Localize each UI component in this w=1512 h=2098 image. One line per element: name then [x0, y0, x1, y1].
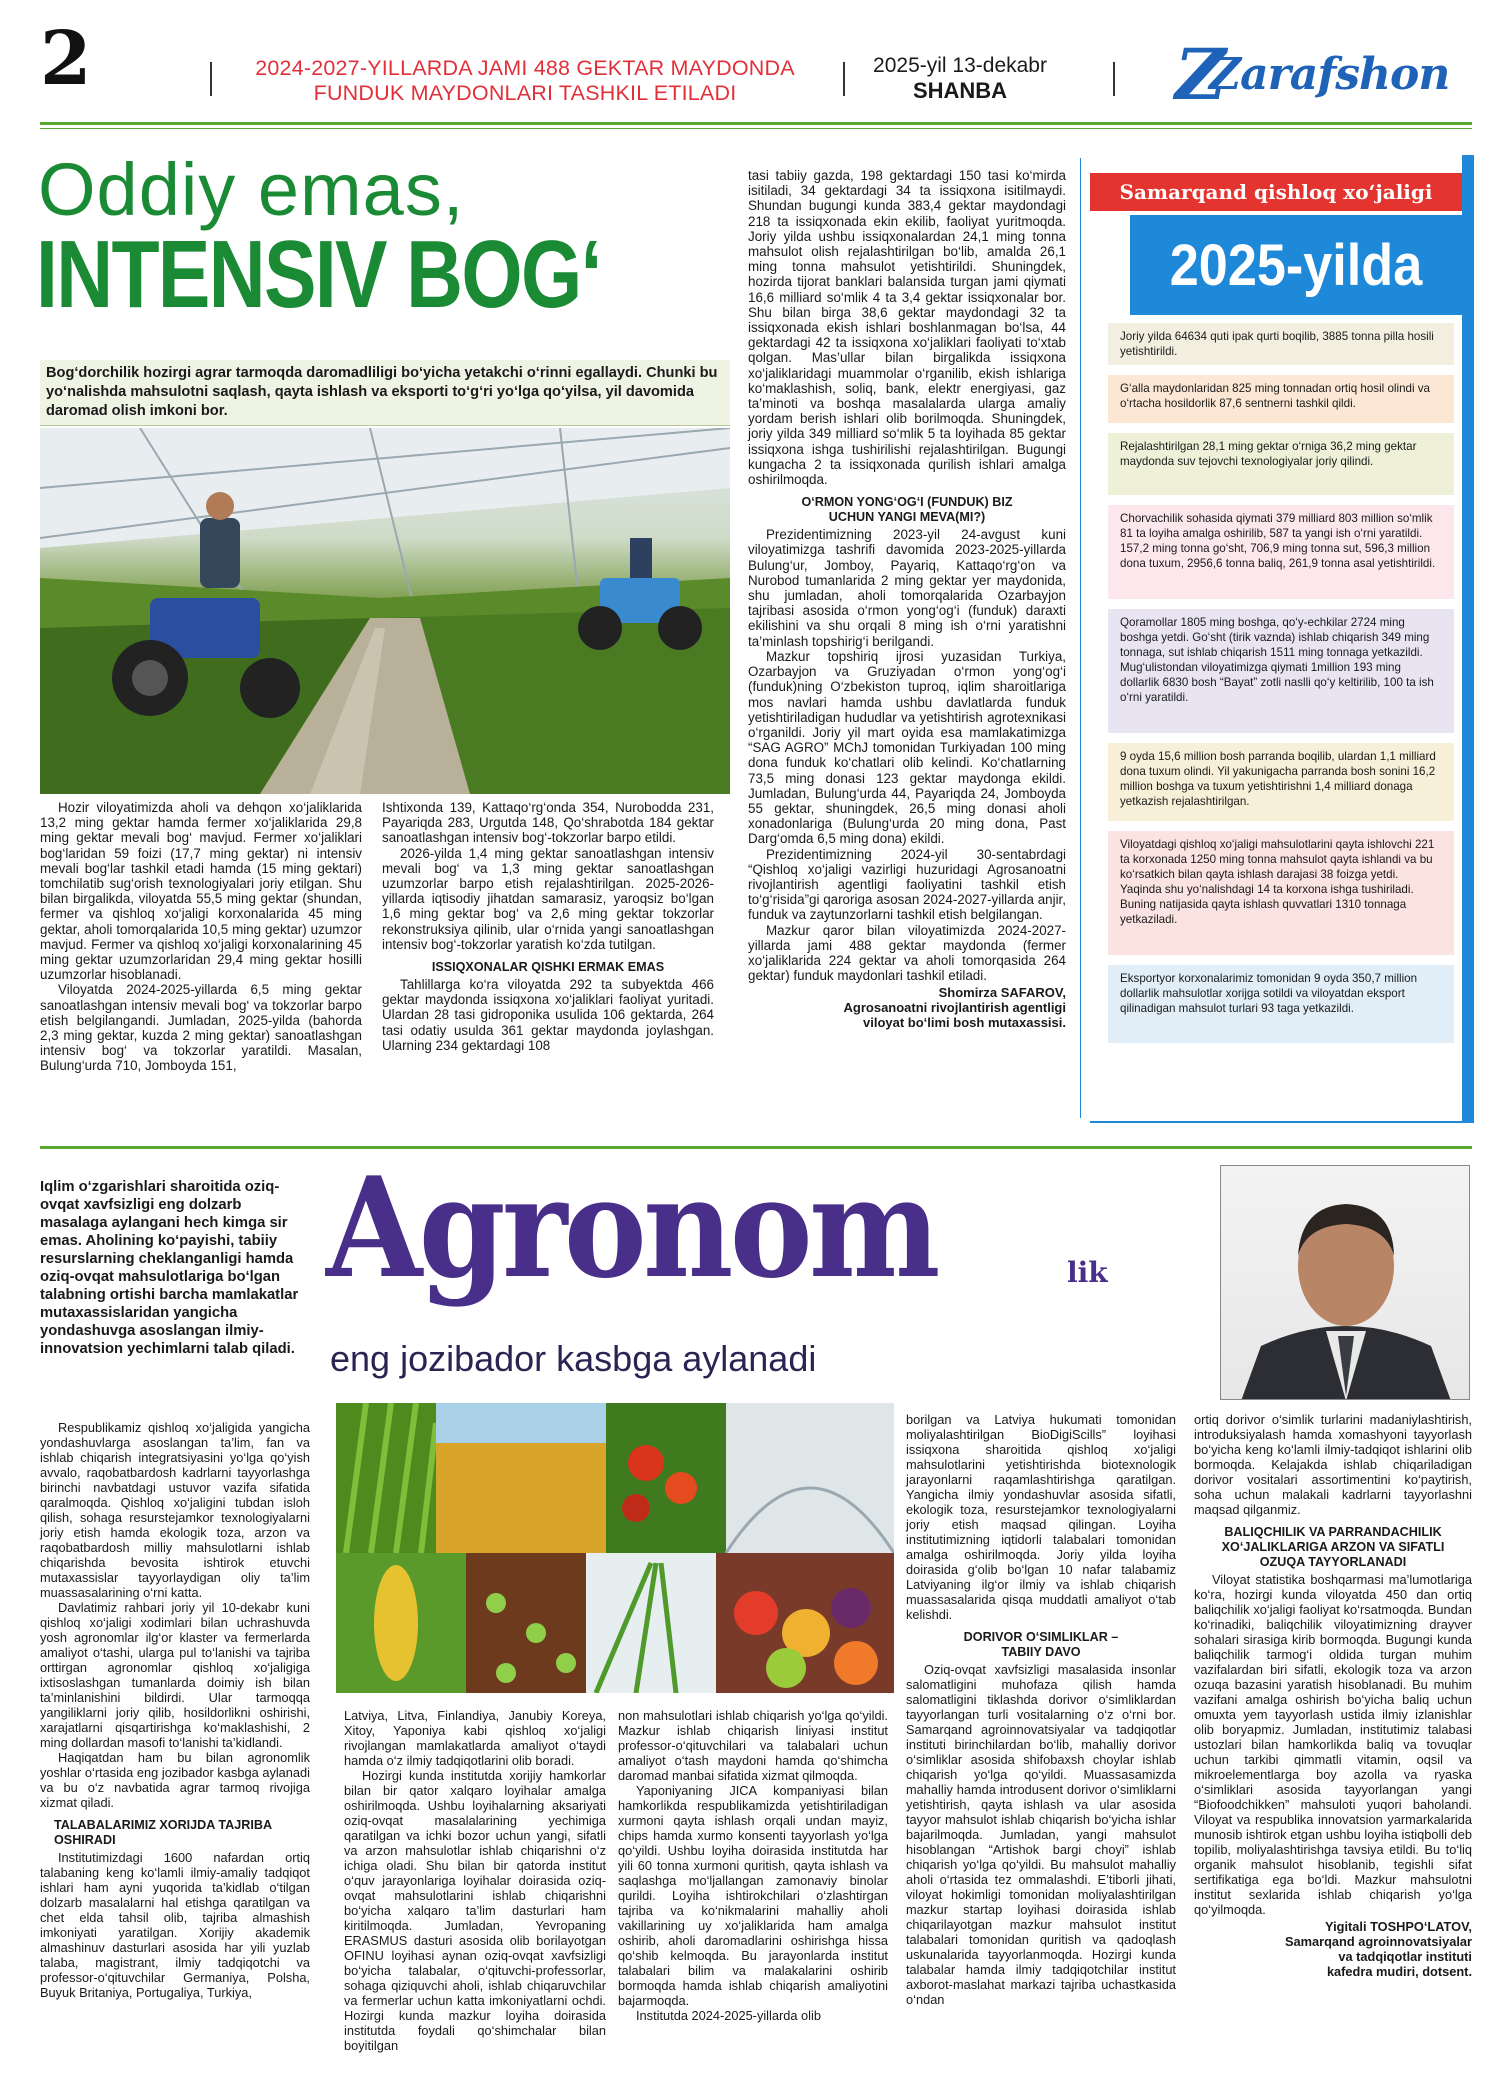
article-lead: Bog‘dorchilik hozirgi agrar tarmoqda daromadliligi bo‘yicha yetakchi o‘rinni egallaydi. Chunki bu yo‘nalishda mahsulotni saqlash, qayta ishlash va eksporti to‘g‘ri yo‘lga qo‘yilsa, yil davomida daromad olish imkoni bor.: [40, 360, 730, 426]
article2-title: Agronom: [326, 1146, 937, 1309]
article1-col2: [382, 800, 714, 1053]
paragraph: ortiq dorivor o‘simlik turlarini madaniylashtirish, introduksiyalash hamda xomashyoni tayyorlash bo‘yicha keng ko‘lamli ilmiy-tadqiqot ishlarini olib bormoqda. Kelajakda ishlab chiqariladigan dorivor vositalari assortimentini ko‘paytirish, soha uchun malakali kadrlarni tayyorlashni maqsad qilganmiz.: [1194, 1412, 1472, 1517]
subheading: TALABALARIMIZ XORIJDA TAJRIBA OSHIRADI: [54, 1818, 272, 1847]
subheading: DORIVOR O‘SIMLIKLAR – TABIIY DAVO: [963, 1630, 1119, 1659]
paragraph: Oziq-ovqat xavfsizligi masalasida insonlar salomatligini muhofaza qilish hamda salomatligini tiklashda dorivor o‘simliklardan tayyorlangan turli vositalarning o‘z o‘rni bor. Samarqand agroinnovatsiyalar va tadqiqotlar instituti birinchilardan bo‘lib, mahalliy dorivor o‘simliklar asosida shifobaxsh choylar ishlab chiqarish yo‘lga qo‘yildi. Muassasamizda mahalliy hamda introdusent dorivor o‘simliklarni yetishtirish, qayta ishlash va ular asosida tayyor mahsulot ishlab chiqarish bo‘yicha ishlar bajarilmoqda. Jumladan, yangi mahsulot hisoblangan “Artishok bargi choyi” ishlab chiqarish yo‘lga qo‘yildi. Bu mahsulot mahalliy aholi o‘rtasida tez ommalashdi. E’tiborli jihati, viloyat hokimligi tomonidan moliyalashtirilgan mazkur startap loyihasi doirasida ishlab chiqarilayotgan mazkur mahsulot institut talabalari tomonidan quritish va qadoqlash uskunalarida tayyorlanmoqda. Hozirgi kunda talabalar hamda ilmiy tadqiqotchilar institut axborot-maslahat markazi tajriba uchastkasida o‘ndan: [906, 1662, 1176, 2007]
portrait-illustration: [1221, 1166, 1470, 1400]
paragraph: borilgan va Latviya hukumati tomonidan moliyalashtirilgan BioDigiScills” loyihasi issiqxona sharoitida qishloq xo‘jaligi mahsulotlarini yetishtirishda biotexnologik jarayonlarni raqamlashtirishga qaratilgan. Yangicha ilmiy yondashuvlar asosida sifatli, ekologik toza, resurstejamkor texnologiyalarni joriy etish maqsad qilingan. Loyiha institutimizning iqtidorli talabalari tomonidan amalga oshirilmoqda. Joriy yilda loyiha doirasida g‘olib bo‘lgan 10 nafar talabamiz Latviyaning ilg‘or ilmiy va ishlab chiqarish muassasalarida qisqa muddatli amaliyot o‘tab kelishdi.: [906, 1412, 1176, 1622]
fact-box: G‘alla maydonlaridan 825 ming tonnadan ortiq hosil olindi va o‘rtacha hosildorlik 87,6 sentnerni tashkil qildi.: [1108, 375, 1454, 423]
sidebar-banner: Samarqand qishloq xo‘jaligi: [1090, 173, 1462, 211]
author-title: kafedra mudiri, dotsent.: [1326, 1964, 1472, 1979]
author-signature: [748, 985, 1066, 1030]
article-title-line1: Oddiy emas,: [38, 148, 465, 231]
paragraph: Mazkur topshiriq ijrosi yuzasidan Turkiya, Ozarbayjon va Gruziyadan o‘rmon yong‘og‘i (funduk)ning O‘zbekiston tuproq, iqlim sharoitlariga mos navlari hamda ushbu davlatlarda funduk yetishtiriladigan hududlar va yetishtirish agrotexnikasi o‘rganildi. Joriy yil mart oyida esa mamlakatimizga “SAG AGRO” MChJ tomonidan Turkiyadan 100 ming dona funduk ko‘chatlari olib kelindi. Ko‘chatlarning 73,5 ming donasi 123 gektar maydonga ekildi. Jumladan, Bulung‘urda 44, Payariqda 24, Jomboyda 55 gektar, shuningdek, 26,5 ming donasi aholi xonadonlariga (Bulung‘urda 20 ming dona, Past Darg‘omda 6,5 ming dona) ekildi.: [748, 648, 1066, 847]
author-signature: [1194, 1919, 1472, 1979]
paragraph: Yaponiyaning JICA kompaniyasi bilan hamkorlikda respublikamizda yetishtiriladigan xurmoni qayta ishlash orqali undan mayiz, chips hamda xurmo konsenti tayyorlash yo‘lga qo‘yildi. Ushbu loyiha doirasida institutda har yili 60 tonna xurmoni quritish, qayta ishlash va saqlashga mo‘ljallangan zamonaviy binolar qurildi. Loyiha ishtirokchilari o‘zlashtirgan tajriba va ko‘nikmalarini mahalliy aholi vakillarining uy xo‘jaliklarida ham amalga oshirib, aholi daromadlarini oshirishga hissa qo‘shib kelmoqda. Bu jarayonlarda institut talabalari bilim va malakalarini oshirib bormoqda hamda ishlab chiqarish amaliyotini bajarmoqda.: [618, 1783, 888, 2008]
author-name: Yigitali TOSHPO‘LATOV,: [1325, 1919, 1472, 1934]
header-headline-line1: 2024-2027-YILLARDA JAMI 488 GEKTAR MAYDONDA: [255, 56, 795, 80]
header-divider: [210, 62, 212, 96]
logo-z-mark: Z: [1175, 33, 1227, 116]
article2-col5: [1194, 1412, 1472, 1979]
logo-text: Zarafshon: [1209, 49, 1450, 100]
article1-col1: [40, 800, 362, 1074]
header-divider: [843, 62, 845, 96]
sidebar-year: 2025-yilda: [1169, 233, 1423, 298]
header-headline-line2: FUNDUK MAYDONLARI TASHKIL ETILADI: [313, 81, 737, 105]
paragraph: Davlatimiz rahbari joriy yil 10-dekabr kuni qishloq xo‘jaligi xodimlari bilan uchrashuvda yosh agronomlar ilg‘or klaster va fermerlarda amaliyot o‘tashi, ularga pul to‘lanishi va tajriba orttirgan agronomlar qishloq xo‘jaligiga ixtisoslashgan tumanlarda doimiy ish bilan ta’minlanishini bildirdi. Ular tarmoqqa yangiliklarni joriy qilib, hosildorlikni oshirishi, xarajatlarni qisqartirishga ko‘maklashishi, 2 ming dollardan masofi to‘lanishi ta’kidlandi.: [40, 1600, 310, 1750]
fact-box: Joriy yilda 64634 quti ipak qurti boqilib, 3885 tonna pilla hosili yetishtirildi.: [1108, 323, 1454, 365]
fact-box: Eksportyor korxonalarimiz tomonidan 9 oyda 350,7 million dollarlik mahsulotlar xorijga sotildi va viloyatdan eksport qilinadigan mahsulot turlari 93 taga yetkazildi.: [1108, 965, 1454, 1043]
crops-collage: [336, 1403, 894, 1693]
fact-box: Chorvachilik sohasida qiymati 379 milliard 803 million so‘mlik 81 ta loyiha amalga oshirilib, 587 ta yangi ish o‘rni yaratildi. 157,2 ming tonna go‘sht, 706,9 ming tonna sut, 596,3 million dona tuxum, 2956,6 tonna baliq, 261,9 tonna asal yetishtirildi.: [1108, 505, 1454, 599]
paragraph: Respublikamiz qishloq xo‘jaligida yangicha yondashuvlarga asoslangan ta’lim, fan va ishlab chiqarish integratsiyasini yo‘lga qo‘yish avvalo, raqobatbardosh kadrlarni tayyorlashga birinchi navbatdagi ustuvor vazifa sifatida qaralmoqda. Qishloq xo‘jaligini tubdan isloh qilish, sohaga resurstejamkor texnologiyalarni joriy etish hamda ekologik toza, arzon va raqobatbardosh milliy mahsulotlarni ishlab chiqarishda bevosita ishtirok etuvchi mutaxassislar tayyorlaydigan oliy ta’lim muassasalarining o‘rni katta.: [40, 1420, 310, 1600]
orchard-illustration: [40, 428, 730, 794]
paragraph: Prezidentimizning 2024-yil 30-sentabrdagi “Qishloq xo‘jaligi vazirligi huzuridagi Agrosanoatni rivojlantirish agentligi faoliyatini tashkil etish to‘g‘risida”gi qaroriga asosan 2024-2027-yillarda anjir, funduk va zaytunzorlarni tashkil etish belgilangan.: [748, 846, 1066, 923]
subheading: BALIQCHILIK VA PARRANDACHILIK XO‘JALIKLARIGA ARZON VA SIFATLI OZUQA TAYYORLANADI: [1221, 1525, 1445, 1569]
fact-box: Rejalashtirilgan 28,1 ming gektar o‘rniga 36,2 ming gektar maydonda suv tejovchi texnologiyalar joriy qilindi.: [1108, 433, 1454, 495]
article-title-line2: INTENSIV BOG‘: [36, 221, 601, 328]
article2-title-suffix: lik: [1067, 1256, 1108, 1289]
paragraph: Hozirgi kunda institutda xorijiy hamkorlar bilan bir qator xalqaro loyihalar amalga oshirilmoqda. Ushbu loyihalarning aksariyati oziq-ovqat masalalarining yechimiga qaratilgan va ichki bozor uchun yangi, sifatli va arzon mahsulotlar ishlab chiqarishni o‘z ichiga oladi. Shu bilan bir qatorda institut o‘quv jarayonlariga loyihalar doirasida oziq-ovqat mahsulotlarini ishlab chiqarishni bo‘yicha xalqaro ta’lim dasturlari ham kiritilmoqda. Jumladan, Yevropaning ERASMUS dasturi asosida olib borilayotgan OFINU loyihasi aynan oziq-ovqat xavfsizligi bo‘yicha talabalar, o‘qituvchi-professorlar, sohaga qiziquvchi aholi, ishlab chiqaruvchilar va fermerlar uchun katta imkoniyatlarni ochdi. Hozirgi kunda mazkur loyiha doirasida institutda foydali qo‘shimchalar bilan boyitilgan: [344, 1768, 606, 2053]
author-title: viloyat bo‘limi bosh mutaxassisi.: [862, 1015, 1066, 1031]
weekday-text: SHANBA: [912, 78, 1008, 103]
paragraph: Prezidentimizning 2023-yil 24-avgust kuni viloyatimizga tashrifi davomida 2023-2025-yillarda Bulung‘ur, Jomboy, Payariq, Kattaqo‘rg‘on va Nurobod tumanlarida 2 ming gektar yer maydonida, shu jumladan, aholi tomorqalarida Ozarbayjon tajribasi asosida o‘rmon yong‘og‘i (funduk) daraxti ekilishini va shu orqali 8 ming ish o‘rni yaratishni ta’minlash topshirig‘i berilgandi.: [748, 527, 1066, 649]
newspaper-logo: [1175, 33, 1485, 116]
paragraph: Haqiqatdan ham bu bilan agronomlik yoshlar o‘rtasida eng jozibador kasbga aylanadi va bu o‘z navbatida agrar tarmoq rivojiga xizmat qiladi.: [40, 1750, 310, 1810]
paragraph: non mahsulotlari ishlab chiqarish yo‘lga qo‘yildi. Mazkur ishlab chiqarish liniyasi institut professor-o‘qituvchilari va talabalari uchun amaliyot o‘tash maydoni hamda qo‘shimcha daromad manbai sifatida xizmat qilmoqda.: [618, 1708, 888, 1783]
issue-date: [855, 54, 1065, 104]
fact-box: 9 oyda 15,6 million bosh parranda boqilib, ulardan 1,1 milliard dona tuxum olindi. Yil yakunigacha parranda bosh sonini 16,2 million boshga va tuxum yetishtirishni 1,4 milliard donaga yetkazish rejalashtirilgan.: [1108, 743, 1454, 821]
sidebar-facts: [1108, 323, 1454, 1043]
header-rule-thin: [40, 128, 1472, 129]
paragraph: Latviya, Litva, Finlandiya, Janubiy Koreya, Xitoy, Yaponiya kabi qishloq xo‘jaligi rivojlangan mamlakatlarda amaliyot o‘taydi hamda o‘z ilmiy tadqiqotlarini olib boradi.: [344, 1708, 606, 1768]
orchard-photo: [40, 428, 730, 794]
sidebar-rule: [1080, 158, 1081, 1118]
author-title: Samarqand agroinnovatsiyalar: [1284, 1934, 1472, 1949]
subheading: O‘RMON YONG‘OG‘I (FUNDUK) BIZ UCHUN YANGI MEVA(MI?): [801, 495, 1013, 525]
fact-box: Viloyatdagi qishloq xo‘jaligi mahsulotlarini qayta ishlovchi 221 ta korxonada 1250 ming tonna mahsulot qayta ishlandi va bu ko‘rsatkich bilan qayta ishlash darajasi 38 foizga yetdi. Yaqinda shu yo‘nalishdagi 14 ta korxona ishga tushiriladi. Buning natijasida qayta ishlash quvvatlari 1310 tonnaga yetkaziladi.: [1108, 831, 1454, 955]
author-title: va tadqiqotlar instituti: [1338, 1949, 1472, 1964]
paragraph: 2026-yilda 1,4 ming gektar sanoatlashgan intensiv mevali bog‘ va 1,3 ming gektar sanoatlashgan uzumzorlar barpo etish rejalashtirilgan. 2025-2026-yillarda iqtisodiy jihatdan samarasiz, yaroqsiz bo‘lgan 1,6 ming gektar bog‘ va 2,6 ming gektar tokzorlar rekonstruksiya qilinib, ular o‘rnida yangi sanoatlashgan intensiv bog‘-tokzorlar yaratish ko‘zda tutilgan.: [382, 845, 714, 952]
author-title: Agrosanoatni rivojlantirish agentligi: [843, 1000, 1066, 1016]
article2-col1: [40, 1420, 310, 2000]
article2-col4: [906, 1412, 1176, 2007]
paragraph: Institutda 2024-2025-yillarda olib: [636, 2008, 821, 2023]
author-name: Shomirza SAFAROV,: [938, 985, 1066, 1001]
date-text: 2025-yil 13-dekabr: [873, 54, 1047, 77]
article2-col3: [618, 1708, 888, 2023]
subheading: ISSIQXONALAR QISHKI ERMAK EMAS: [431, 960, 665, 975]
article1-col3: [748, 168, 1066, 1030]
header-rule: [40, 122, 1472, 125]
header-divider: [1113, 62, 1115, 96]
paragraph: Viloyatda 2024-2025-yillarda 6,5 ming gektar sanoatlashgan intensiv mevali bog‘ va tokzorlar barpo etish belgilangandi. Jumladan, 2025-yilda (bahorda 2,3 ming gektar, kuzda 2 ming gektar) sanoatlashgan intensiv bog‘ va tokzorlar yaratildi. Masalan, Bulung‘urda 710, Jomboyda 151,: [40, 982, 362, 1074]
paragraph: Mazkur qaror bilan viloyatimizda 2024-2027-yillarda jami 488 gektar maydonda (fermer xo‘jaliklarida 224 gektar va aholi tomorqasida 264 gektar) funduk maydonlari tashkil etiladi.: [748, 922, 1066, 984]
article2-col2: [344, 1708, 606, 2053]
fact-box: Qoramollar 1805 ming boshga, qo‘y-echkilar 2724 ming boshga yetdi. Go‘sht (tirik vaznda) ishlab chiqarish 349 ming tonnaga, sut ishlab chiqarish 1511 ming tonnaga yetkazildi. Mug‘ulistondan viloyatimizga qiymati 1million 193 ming dollarlik 6830 bosh “Bayat” zotli naslli qo‘y keltirilib, 100 ta ish o‘rni yaratildi.: [1108, 609, 1454, 733]
paragraph: Institutimizdagi 1600 nafardan ortiq talabaning keng ko‘lamli ilmiy-amaliy tadqiqot ishlari ham ayni yuqorida ta’kidlab o‘tilgan dolzarb masalalarni hal etishga qaratilgan va chet elda tahsil olib, tajriba almashish imkoniyati yaratilgan. Xorijiy akademik almashinuv dasturlari asosida har yili yuzlab talaba, magistrant, ilmiy tadqiqotchi va professor-o‘qituvchilar Germaniya, Polsha, Buyuk Britaniya, Portugaliya, Turkiya,: [40, 1850, 310, 2000]
header-headline: [220, 56, 830, 106]
paragraph: Hozir viloyatimizda aholi va dehqon xo‘jaliklarida 13,2 ming gektar hamda fermer xo‘jaliklarida 29,8 ming gektar mevali bog‘ mavjud. Fermer xo‘jaliklari bog‘laridan 59 foizi (17,7 ming gektar) ni intensiv mevali bog‘lar tashkil etadi hamda (15 ming gektari) tomchilatib sug‘orish texnologiyalari joriy etilgan. Shu bilan birgalikda, viloyatda 55,5 ming gektar (shundan, fermer va qishloq xo‘jaligi korxonalarida 45 ming gektar, aholi tomorqalarida 10,5 ming gektar) uzumzor mavjud. Fermer va qishloq xo‘jaligi korxonalarining 45 ming gektar uzumzorlaridan 29,4 ming gektar hosilli uzumzorlar hisoblanadi.: [40, 800, 362, 983]
article2-intro: Iqlim o‘zgarishlari sharoitida oziq-ovqat xavfsizligi eng dolzarb masalaga aylangani hech kimga sir emas. Aholining ko‘payishi, tabiiy resurslarning cheklanganligi hamda oziq-ovqat mahsulotlariga bo‘lgan talabning ortishi barcha mamlakatlar mutaxassislaridan yangicha yondashuvga asoslangan ilmiy-innovatsion yechimlarni talab qiladi.: [40, 1179, 299, 1357]
sidebar-panel: [1090, 155, 1474, 1123]
paragraph: Ishtixonda 139, Kattaqo‘rg‘onda 354, Nurobodda 231, Payariqda 283, Urgutda 148, Qo‘shrabotda 184 gektar sanoatlashgan intensiv bog‘-tokzorlar barpo etildi.: [382, 800, 714, 846]
author-photo: [1220, 1165, 1470, 1400]
page-number: 2: [40, 16, 92, 102]
crops-illustration: [336, 1403, 894, 1693]
paragraph: Tahlillarga ko‘ra viloyatda 292 ta subyektda 466 gektar maydonda issiqxona xo‘jaliklari faoliyat yuritadi. Ulardan 28 tasi gidroponika usulida 106 gektarda, 264 tasi odatiy usulda 361 gektar maydonda joylashgan. Ularning 234 gektardagi 108: [382, 977, 714, 1053]
paragraph: Viloyat statistika boshqarmasi ma’lumotlariga ko‘ra, hozirgi kunda viloyatda 450 dan ortiq baliqchilik xo‘jaligi faoliyat ko‘rsatmoqda. Bundan ko‘rinadiki, baliqchilik viloyatimizning drayver sohalari sirasiga kirib bormoqda. Bugungi kunda baliqchilik tarmog‘i oldida turgan muhim vazifalardan biri sifatli, ekologik toza va arzon ozuqa bazasini yaratish hisoblanadi. Bu muhim vazifani amalga oshirish bo‘yicha baliq uchun omuxta yem tayyorlash ustida ilmiy izlanishlar olib boryapmiz. Jumladan, institutimiz talabasi ustozlari bilan hamkorlikda baliq va tovuqlar uchun tarkibi qimmatli vitamin, oqsil va mikroelementlarga boy azolla va ryaska o‘simliklari asosida tayyorlangan yangi “Biofoodchikken” mahsuloti yuqori baholandi. Viloyat va respublika innovatsion yarmarkalarida munosib ishtirok etgan ushbu loyiha istiqbolli deb topilib, moliyalashtirishga tavsiya etildi. Bu to‘liq organik mahsulot hisoblanib, tegishli sifat sertifikatiga ega bo‘ldi. Mazkur mahsulotni institut sexlarida ishlab chiqarish yo‘lga qo‘yilmoqda.: [1194, 1572, 1472, 1917]
paragraph: tasi tabiiy gazda, 198 gektardagi 150 tasi ko‘mirda isitiladi, 34 gektardagi 34 ta issiqxona isitilmaydi. Shundan bugungi kunda 383,4 gektar maydondagi 218 ta issiqxonada ekin ekilib, faoliyat yuritmoqda. Joriy yilda ushbu issiqxonalardan 24,1 ming tonna mahsulot olish rejalashtirilgan bo‘lib, amalda 26,1 ming tonna mahsulot yetishtirildi. Shuningdek, hozirda tijorat banklari balansida turgan jami qiymati 16,6 milliard so‘mlik 4 ta 3,4 gektar issiqxonalar bor. Shu bilan birga 38,6 gektar maydondagi 32 ta issiqxonada ekish ishlari boshlanmagan bo‘lsa, 44 gektardagi 42 ta issiqxona xo‘jaliklari faoliyati to‘xtab qolgan. Mas’ullar bilan birgalikda issiqxona xo‘jaliklaridagi muammolar o‘rganilib, ekish ishlariga ko‘maklashish, soliq, bank, elektr energiyasi, gaz ta’minoti va boshqa masalalarda ularga amaliy yordam berish ishlari olib borilmoqda. Shuningdek, joriy yilda 349 milliard so‘mlik 5 ta loyihada 85 gektar issiqxona ishga tushirilishi rejalashtirilgan. Bugungi kungacha 2 ta issiqxonada qurilish ishlari amalga oshirilmoqda.: [748, 168, 1066, 488]
article2-subtitle: eng jozibador kasbga aylanadi: [330, 1338, 817, 1379]
